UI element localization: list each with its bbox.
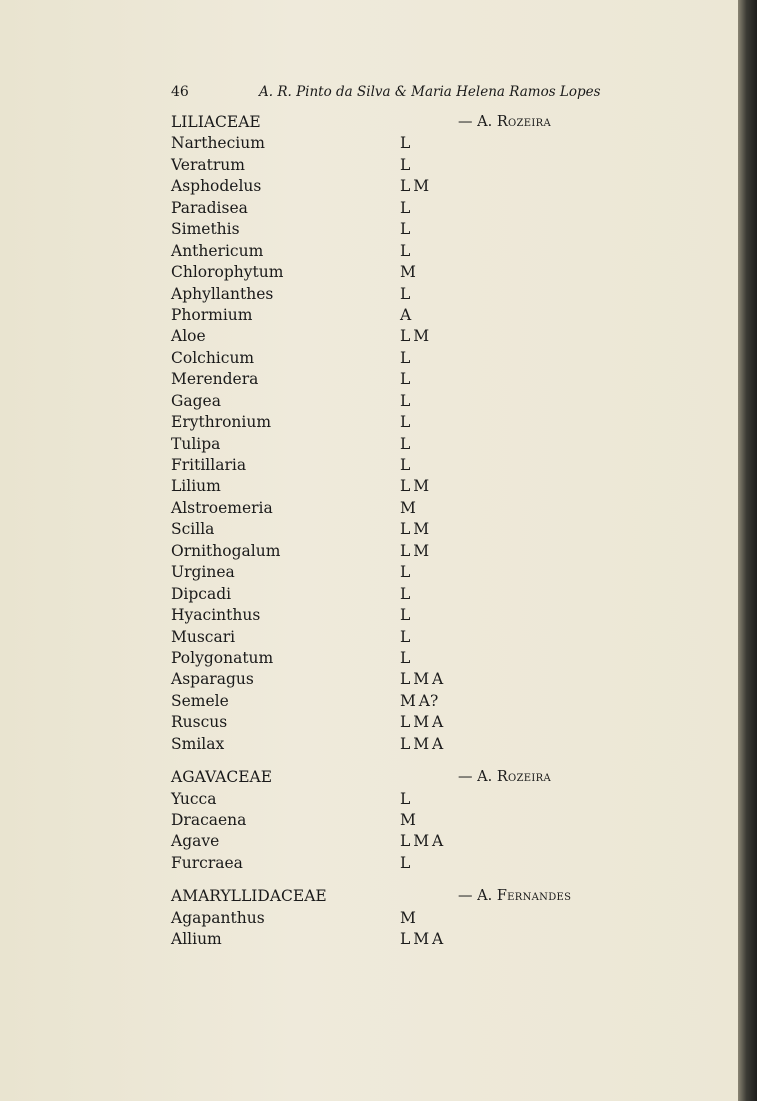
genus-name: Scilla — [171, 520, 215, 539]
family-section — [171, 767, 631, 874]
genus-distribution: M A? — [400, 691, 439, 710]
genus-name: Hyacinthus — [171, 606, 261, 625]
genus-distribution: L M A — [400, 713, 444, 732]
genus-row — [171, 627, 631, 648]
page-header — [171, 84, 601, 106]
genus-distribution: L — [400, 134, 411, 153]
genus-row — [171, 241, 631, 262]
genus-name: Agapanthus — [171, 908, 265, 927]
genus-distribution: M — [400, 263, 416, 282]
genus-distribution: L — [400, 584, 411, 603]
genus-name: Paradisea — [171, 198, 248, 217]
genus-name: Merendera — [171, 370, 259, 389]
genus-name: Tulipa — [171, 434, 221, 453]
genus-distribution: L — [400, 155, 411, 174]
genus-name: Asparagus — [171, 670, 254, 689]
genus-row — [171, 853, 631, 874]
genus-name: Simethis — [171, 220, 240, 239]
genus-row — [171, 434, 631, 455]
genus-distribution: M — [400, 811, 416, 829]
genus-name: Polygonatum — [171, 648, 274, 667]
author-surname: Rozeira — [496, 114, 551, 130]
genus-row — [171, 734, 631, 755]
genus-name: Agave — [171, 832, 220, 851]
genus-row — [171, 519, 631, 540]
genus-name: Yucca — [171, 789, 217, 808]
genus-distribution: L — [400, 456, 411, 474]
family-list — [171, 112, 631, 963]
genus-distribution: L — [400, 413, 411, 432]
genus-name: Dipcadi — [171, 584, 232, 603]
genus-distribution: L — [400, 220, 411, 239]
genus-name: Aphyllanthes — [171, 284, 274, 303]
genus-distribution: A — [400, 305, 412, 324]
genus-row — [171, 648, 631, 669]
genus-name: Lilium — [171, 477, 221, 496]
genus-name: Ornithogalum — [171, 541, 281, 560]
genus-row — [171, 412, 631, 433]
author-surname: Fernandes — [496, 888, 572, 905]
running-title: A. R. Pinto da Silva & Maria Helena Ramos Lopes — [259, 84, 601, 100]
genus-distribution: L — [400, 348, 411, 367]
genus-name: Anthericum — [171, 241, 264, 260]
genus-row — [171, 176, 631, 197]
genus-row — [171, 541, 631, 562]
genus-row — [171, 369, 631, 390]
genus-name: Phormium — [171, 305, 253, 324]
genus-distribution: L M — [400, 327, 430, 346]
family-section — [171, 112, 631, 755]
family-heading-row — [171, 112, 631, 133]
genus-distribution: L M A — [400, 930, 444, 949]
family-author — [458, 112, 551, 133]
family-name: AMARYLLIDACEAE — [171, 887, 327, 906]
family-section — [171, 886, 631, 950]
genus-row — [171, 789, 631, 810]
family-name: LILIACEAE — [171, 113, 261, 131]
genus-distribution: L M — [400, 477, 430, 496]
genus-row — [171, 691, 631, 712]
genus-distribution: L — [400, 853, 411, 872]
genus-row — [171, 198, 631, 219]
genus-distribution: L M — [400, 177, 430, 196]
author-surname: Rozeira — [496, 769, 551, 786]
genus-row — [171, 155, 631, 176]
genus-name: Aloe — [171, 327, 206, 346]
genus-name: Ruscus — [171, 713, 228, 732]
author-prefix: — A. — [458, 114, 497, 130]
genus-name: Colchicum — [171, 348, 255, 367]
genus-row — [171, 669, 631, 690]
genus-name: Smilax — [171, 734, 225, 753]
genus-name: Allium — [171, 930, 222, 949]
genus-distribution: L — [400, 789, 411, 808]
family-name: AGAVACEAE — [171, 768, 273, 787]
genus-distribution: L M — [400, 520, 430, 539]
genus-row — [171, 262, 631, 283]
genus-distribution: L — [400, 391, 411, 410]
genus-row — [171, 455, 631, 476]
page-number: 46 — [171, 84, 189, 100]
family-heading-row — [171, 886, 631, 907]
genus-name: Veratrum — [171, 155, 245, 174]
genus-name: Narthecium — [171, 134, 265, 153]
author-prefix: — A. — [458, 769, 497, 786]
author-prefix: — A. — [458, 888, 497, 905]
genus-name: Urginea — [171, 563, 235, 582]
genus-name: Alstroemeria — [171, 498, 273, 517]
genus-row — [171, 584, 631, 605]
genus-name: Furcraea — [171, 853, 243, 872]
genus-row — [171, 326, 631, 347]
family-heading-row — [171, 767, 631, 788]
genus-distribution: L M A — [400, 734, 444, 753]
genus-name: Chlorophytum — [171, 263, 284, 282]
genus-row — [171, 476, 631, 497]
genus-name: Muscari — [171, 627, 236, 646]
genus-distribution: L — [400, 370, 411, 389]
genus-distribution: L — [400, 563, 411, 582]
genus-row — [171, 810, 631, 831]
genus-distribution: L — [400, 241, 411, 260]
genus-row — [171, 219, 631, 240]
genus-row — [171, 712, 631, 733]
genus-row — [171, 391, 631, 412]
genus-row — [171, 284, 631, 305]
genus-row — [171, 929, 631, 950]
genus-distribution: L M — [400, 541, 430, 560]
book-spine-shadow — [738, 0, 757, 1101]
genus-name: Dracaena — [171, 811, 247, 829]
genus-distribution: L — [400, 198, 411, 217]
genus-distribution: L — [400, 627, 411, 646]
genus-name: Semele — [171, 691, 229, 710]
genus-row — [171, 348, 631, 369]
genus-distribution: L M A — [400, 670, 444, 689]
genus-row — [171, 305, 631, 326]
genus-name: Fritillaria — [171, 456, 247, 474]
genus-distribution: L M A — [400, 832, 444, 851]
family-author — [458, 886, 571, 907]
genus-row — [171, 562, 631, 583]
genus-row — [171, 908, 631, 929]
genus-name: Asphodelus — [171, 177, 262, 196]
family-author — [458, 767, 551, 788]
genus-name: Gagea — [171, 391, 221, 410]
genus-distribution: L — [400, 284, 411, 303]
genus-row — [171, 831, 631, 852]
genus-row — [171, 498, 631, 519]
genus-row — [171, 133, 631, 154]
genus-distribution: L — [400, 434, 411, 453]
genus-distribution: M — [400, 908, 416, 927]
genus-row — [171, 605, 631, 626]
genus-distribution: L — [400, 648, 411, 667]
genus-distribution: L — [400, 606, 411, 625]
genus-name: Erythronium — [171, 413, 272, 432]
genus-distribution: M — [400, 498, 416, 517]
